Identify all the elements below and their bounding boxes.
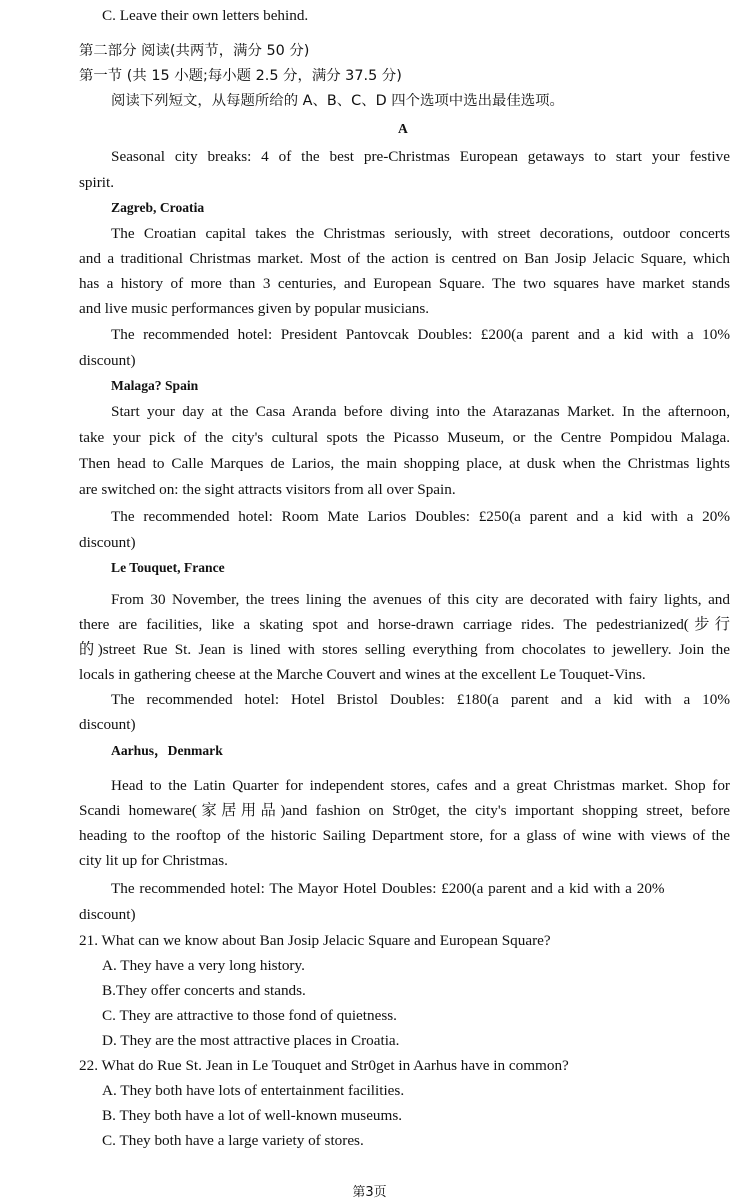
question-option: C. They are attractive to those fond of quietness. xyxy=(102,1007,397,1024)
passage-letter: A xyxy=(398,121,408,136)
paragraph-line: From 30 November, the trees lining the avenues of this city are decorated with fairy lights, and xyxy=(111,591,730,608)
hotel-line: discount) xyxy=(79,534,136,551)
question-option: A. They have a very long history. xyxy=(102,957,305,974)
hotel-line: The recommended hotel: Room Mate Larios Doubles: £250(a parent and a kid with a 20% xyxy=(111,508,730,525)
hotel-line: discount) xyxy=(79,352,136,369)
question-stem: 22. What do Rue St. Jean in Le Touquet and Str0get in Aarhus have in common? xyxy=(79,1057,569,1074)
intro-line: spirit. xyxy=(79,174,115,191)
question-option: D. They are the most attractive places in Croatia. xyxy=(102,1032,400,1049)
paragraph-line: Then head to Calle Marques de Larios, the main shopping place, at dusk when the Christmas lights xyxy=(79,455,730,472)
page-number: 第3页 xyxy=(352,1185,387,1200)
question-option: A. They both have lots of entertainment facilities. xyxy=(102,1082,405,1099)
question-stem: 21. What can we know about Ban Josip Jelacic Square and European Square? xyxy=(79,932,551,949)
part-title: 第二部分 阅读(共两节，满分 50 分) xyxy=(79,43,310,59)
question-option: B. They both have a lot of well-known museums. xyxy=(102,1107,403,1124)
city-heading: Aarhus，Denmark xyxy=(111,743,223,758)
section-title: 第一节 (共 15 小题;每小题 2.5 分，满分 37.5 分) xyxy=(79,68,402,84)
paragraph-line: heading to the rooftop of the historic Sailing Department store, for a glass of wine with views of the xyxy=(79,827,730,844)
paragraph-line: locals in gathering cheese at the Marche Couvert and wines at the excellent Le Touquet-Vins. xyxy=(79,666,646,683)
paragraph-line: there are facilities, like a skating spot and horse-drawn carriage rides. The pedestrianized(步行 xyxy=(79,616,730,633)
paragraph-line: 的)street Rue St. Jean is lined with stores selling everything from chocolates to jewellery. Join the xyxy=(79,641,730,658)
hotel-line: The recommended hotel: President Pantovcak Doubles: £200(a parent and a kid with a 10% xyxy=(111,326,730,343)
reading-instruction: 阅读下列短文，从每题所给的 A、B、C、D 四个选项中选出最佳选项。 xyxy=(111,93,564,109)
city-heading: Le Touquet, France xyxy=(111,560,225,575)
paragraph-line: city lit up for Christmas. xyxy=(79,852,228,869)
city-heading: Malaga? Spain xyxy=(111,378,199,393)
question-option: C. They both have a large variety of stores. xyxy=(102,1132,364,1149)
paragraph-line: Start your day at the Casa Aranda before diving into the Atarazanas Market. In the afternoon, xyxy=(111,403,730,420)
paragraph-line: and a traditional Christmas market. Most of the action is centred on Ban Josip Jelacic Square, which xyxy=(79,250,730,267)
hotel-line: The recommended hotel: The Mayor Hotel Doubles: £200(a parent and a kid with a 20% xyxy=(111,880,665,897)
hotel-line: The recommended hotel: Hotel Bristol Doubles: £180(a parent and a kid with a 10% xyxy=(111,691,730,708)
paragraph-line: Scandi homeware(家居用品)and fashion on Str0get, the city's important shopping street, before xyxy=(79,802,730,819)
hotel-line: discount) xyxy=(79,716,136,733)
paragraph-line: and live music performances given by popular musicians. xyxy=(79,300,430,317)
paragraph-line: take your pick of the city's cultural spots the Picasso Museum, or the Centre Pompidou Malaga. xyxy=(79,429,730,446)
city-heading: Zagreb, Croatia xyxy=(111,200,205,215)
question-option: B.They offer concerts and stands. xyxy=(102,982,306,999)
paragraph-line: has a history of more than 3 centuries, and European Square. The two squares have market stands xyxy=(79,275,730,292)
paragraph-line: The Croatian capital takes the Christmas seriously, with street decorations, outdoor concerts xyxy=(111,225,730,242)
paragraph-line: are switched on: the sight attracts visitors from all over Spain. xyxy=(79,481,456,498)
hotel-line: discount) xyxy=(79,906,136,923)
intro-line: Seasonal city breaks: 4 of the best pre-Christmas European getaways to start your festive xyxy=(111,148,730,165)
previous-question-option-c: C. Leave their own letters behind. xyxy=(102,7,309,24)
paragraph-line: Head to the Latin Quarter for independent stores, cafes and a great Christmas market. Shop for xyxy=(111,777,730,794)
